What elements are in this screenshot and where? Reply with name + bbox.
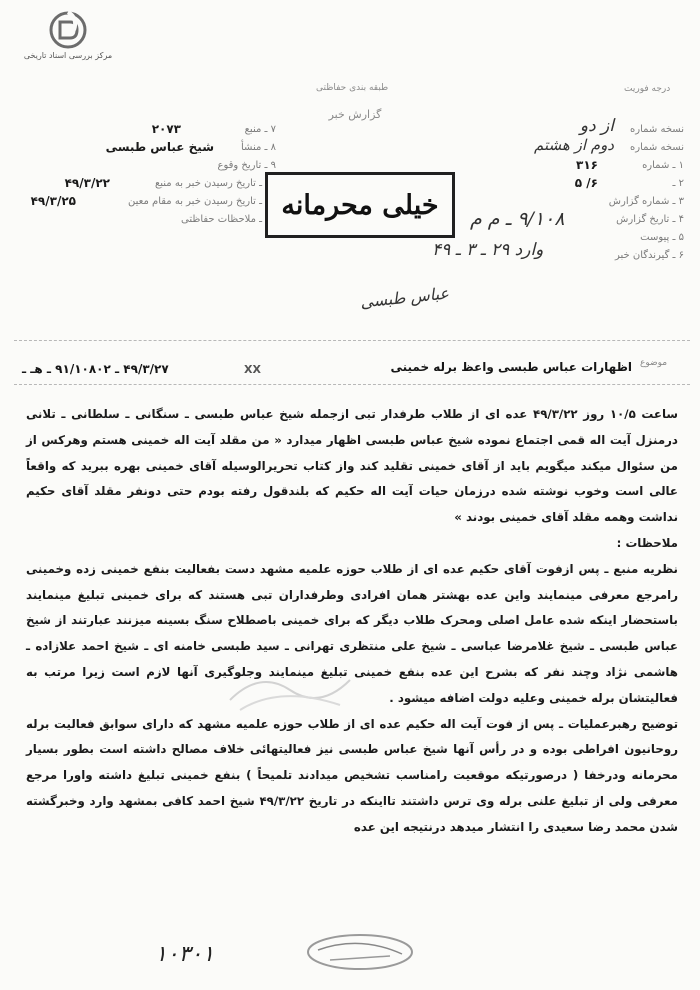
faint-stamp-mark [220,660,360,720]
handwritten-received-date: وارد ۲۹ ـ ۳ ـ ۴۹ [432,240,544,260]
document-number: ۱۰۳۰۱ [155,942,215,967]
archive-logo [18,10,118,60]
priority-label: درجه فوریت [624,84,671,94]
field-source: ۷ ـ منبع ۲۰۷۳ [151,122,276,136]
field-attachment: ۵ ـ پیوست [640,232,684,243]
report-title: گزارش خبر [328,108,382,121]
logo-caption: مرکز بررسی اسناد تاریخی [23,51,113,60]
bottom-stamp-mark [300,930,420,980]
subject-reference: ۴۹/۳/۲۷ ـ ۹۱/۱۰۸۰۲ ـ هـ ـ [22,362,169,376]
handwritten-signature: عباس طبسی [359,283,450,312]
left-fields [18,122,276,230]
archive-emblem-icon [47,10,89,50]
field-ref: ۲ ـ ۶/ ۵ [574,176,684,190]
header-divider [14,340,690,341]
subject-label: موضوع [640,358,668,368]
body-paragraph-operations-note: توضیح رهبرعملیات ـ پس از فوت آیت اله حکیم عده ای از طلاب حوزه علمیه مشهد که دارای سوابق فعالیت برله روحانیون افراطی بوده و در رأس آنها شیخ عباس طبسی نیز فعالیتهائی خلاف مصالح داشته است بطور بسیار محرمانه ودرخفا ( درصورتیکه موقعیت رامناسب تشخیص میدادند تلمیحاً ) بنفع خمینی تبلیغ داشته واورا مرجع معرفی ولی از تبلیغ علنی برله وی ترس داشتند تااینکه در تاریخ ۴۹/۳/۲۲ شیخ احمد کافی بمشهد وارد وخبرگشته شدن محمد رضا سعیدی را انتشار میدهد درنتیجه این عده [26,716,678,834]
report-body [26,402,678,841]
body-paragraph-statement: ساعت ۱۰/۵ روز ۴۹/۳/۲۲ عده ای از طلاب طرفدار تبی ازجمله شیخ عباس طبسی ـ سنگانی ـ سلطانی ـ تلانی درمنزل آیت اله قمی اجتماع نموده شیخ عباس طبسی اظهار میدارد « من مقلد آیت اله خمینی هستم وهرکس از من سئوال میکند میگویم باید از آقای خمینی تقلید کند واز کتاب تحریرالوسیله آقای خمینی بهره ببرید که واقعاً عالی است وخوب نوشته شده درزمان حیات آیت اله حکیم که بلندقول رفته بودم حتی دونفر مقلد آقای حکیم نداشت وهمه مقلد آقای خمینی بودند » [26,407,679,525]
field-report-number: ۳ ـ شماره گزارش [608,196,684,207]
classification-label: طبقه بندی حفاظتی [316,83,389,93]
field-copy-of: نسخه شماره دوم از هشتم [534,136,684,154]
handwritten-reference: ۹/۱۰۸ ـ م م [470,208,565,230]
subject-mark: XX [244,363,261,376]
field-copy-number: نسخه شماره از دو [579,116,684,136]
body-notes-heading: ملاحظات : [616,535,678,550]
field-recipients: ۶ ـ گیرندگان خبر [614,250,684,261]
subject-text: اظهارات عباس طبسی واعظ برله خمینی [390,360,632,374]
body-paragraph-source-opinion: نظریه منبع ـ پس ازفوت آقای حکیم عده ای از طلاب حوزه علمیه مشهد دست بفعالیت بنفع خمینی زده وخمینی رامرجع معرفی مینمایند واین عده بهشتر همان افرادی وطرفداران تبی هستند که برای خمینی تبلیغ مینمایند باستحضار اینکه شده عامل اصلی ومحرک طلاب دیگر که برای خمینی باصطلاح سنگ بسینه میزنند عبارتند از شیخ عباس طبسی ـ شیخ غلامرضا عباسی ـ شیخ علی منتظری تهرانی ـ سید طبسی خامنه ای ـ شیخ احمد علازاده ـ هاشمی نژاد وچند نفر که بشرح این عده بنفع خمینی تبلیغ مینمایند وجلوگیری آنها لازم است زیرا مرتب به فعالیتشان برله خمینی وعلیه دولت اضافه میشود . [26,561,678,705]
field-number: ۱ ـ شماره ۳۱۶ [576,158,684,172]
field-occurrence-date: ۹ ـ تاریخ وقوع [217,160,276,171]
field-date-to-source: ـ تاریخ رسیدن خبر به منبع ۴۹/۳/۲۲ [64,176,263,190]
subject-divider [14,384,690,385]
field-origin: ۸ ـ منشأ شیخ عباس طبسی [105,140,276,154]
top-secret-stamp: خیلی محرمانه [265,172,455,238]
field-date-to-authority: ـ تاریخ رسیدن خبر به مقام معین ۴۹/۳/۲۵ [30,194,263,208]
field-report-date: ۴ ـ تاریخ گزارش [616,214,684,225]
field-security-notes: ـ ملاحظات حفاظتی [181,214,263,225]
